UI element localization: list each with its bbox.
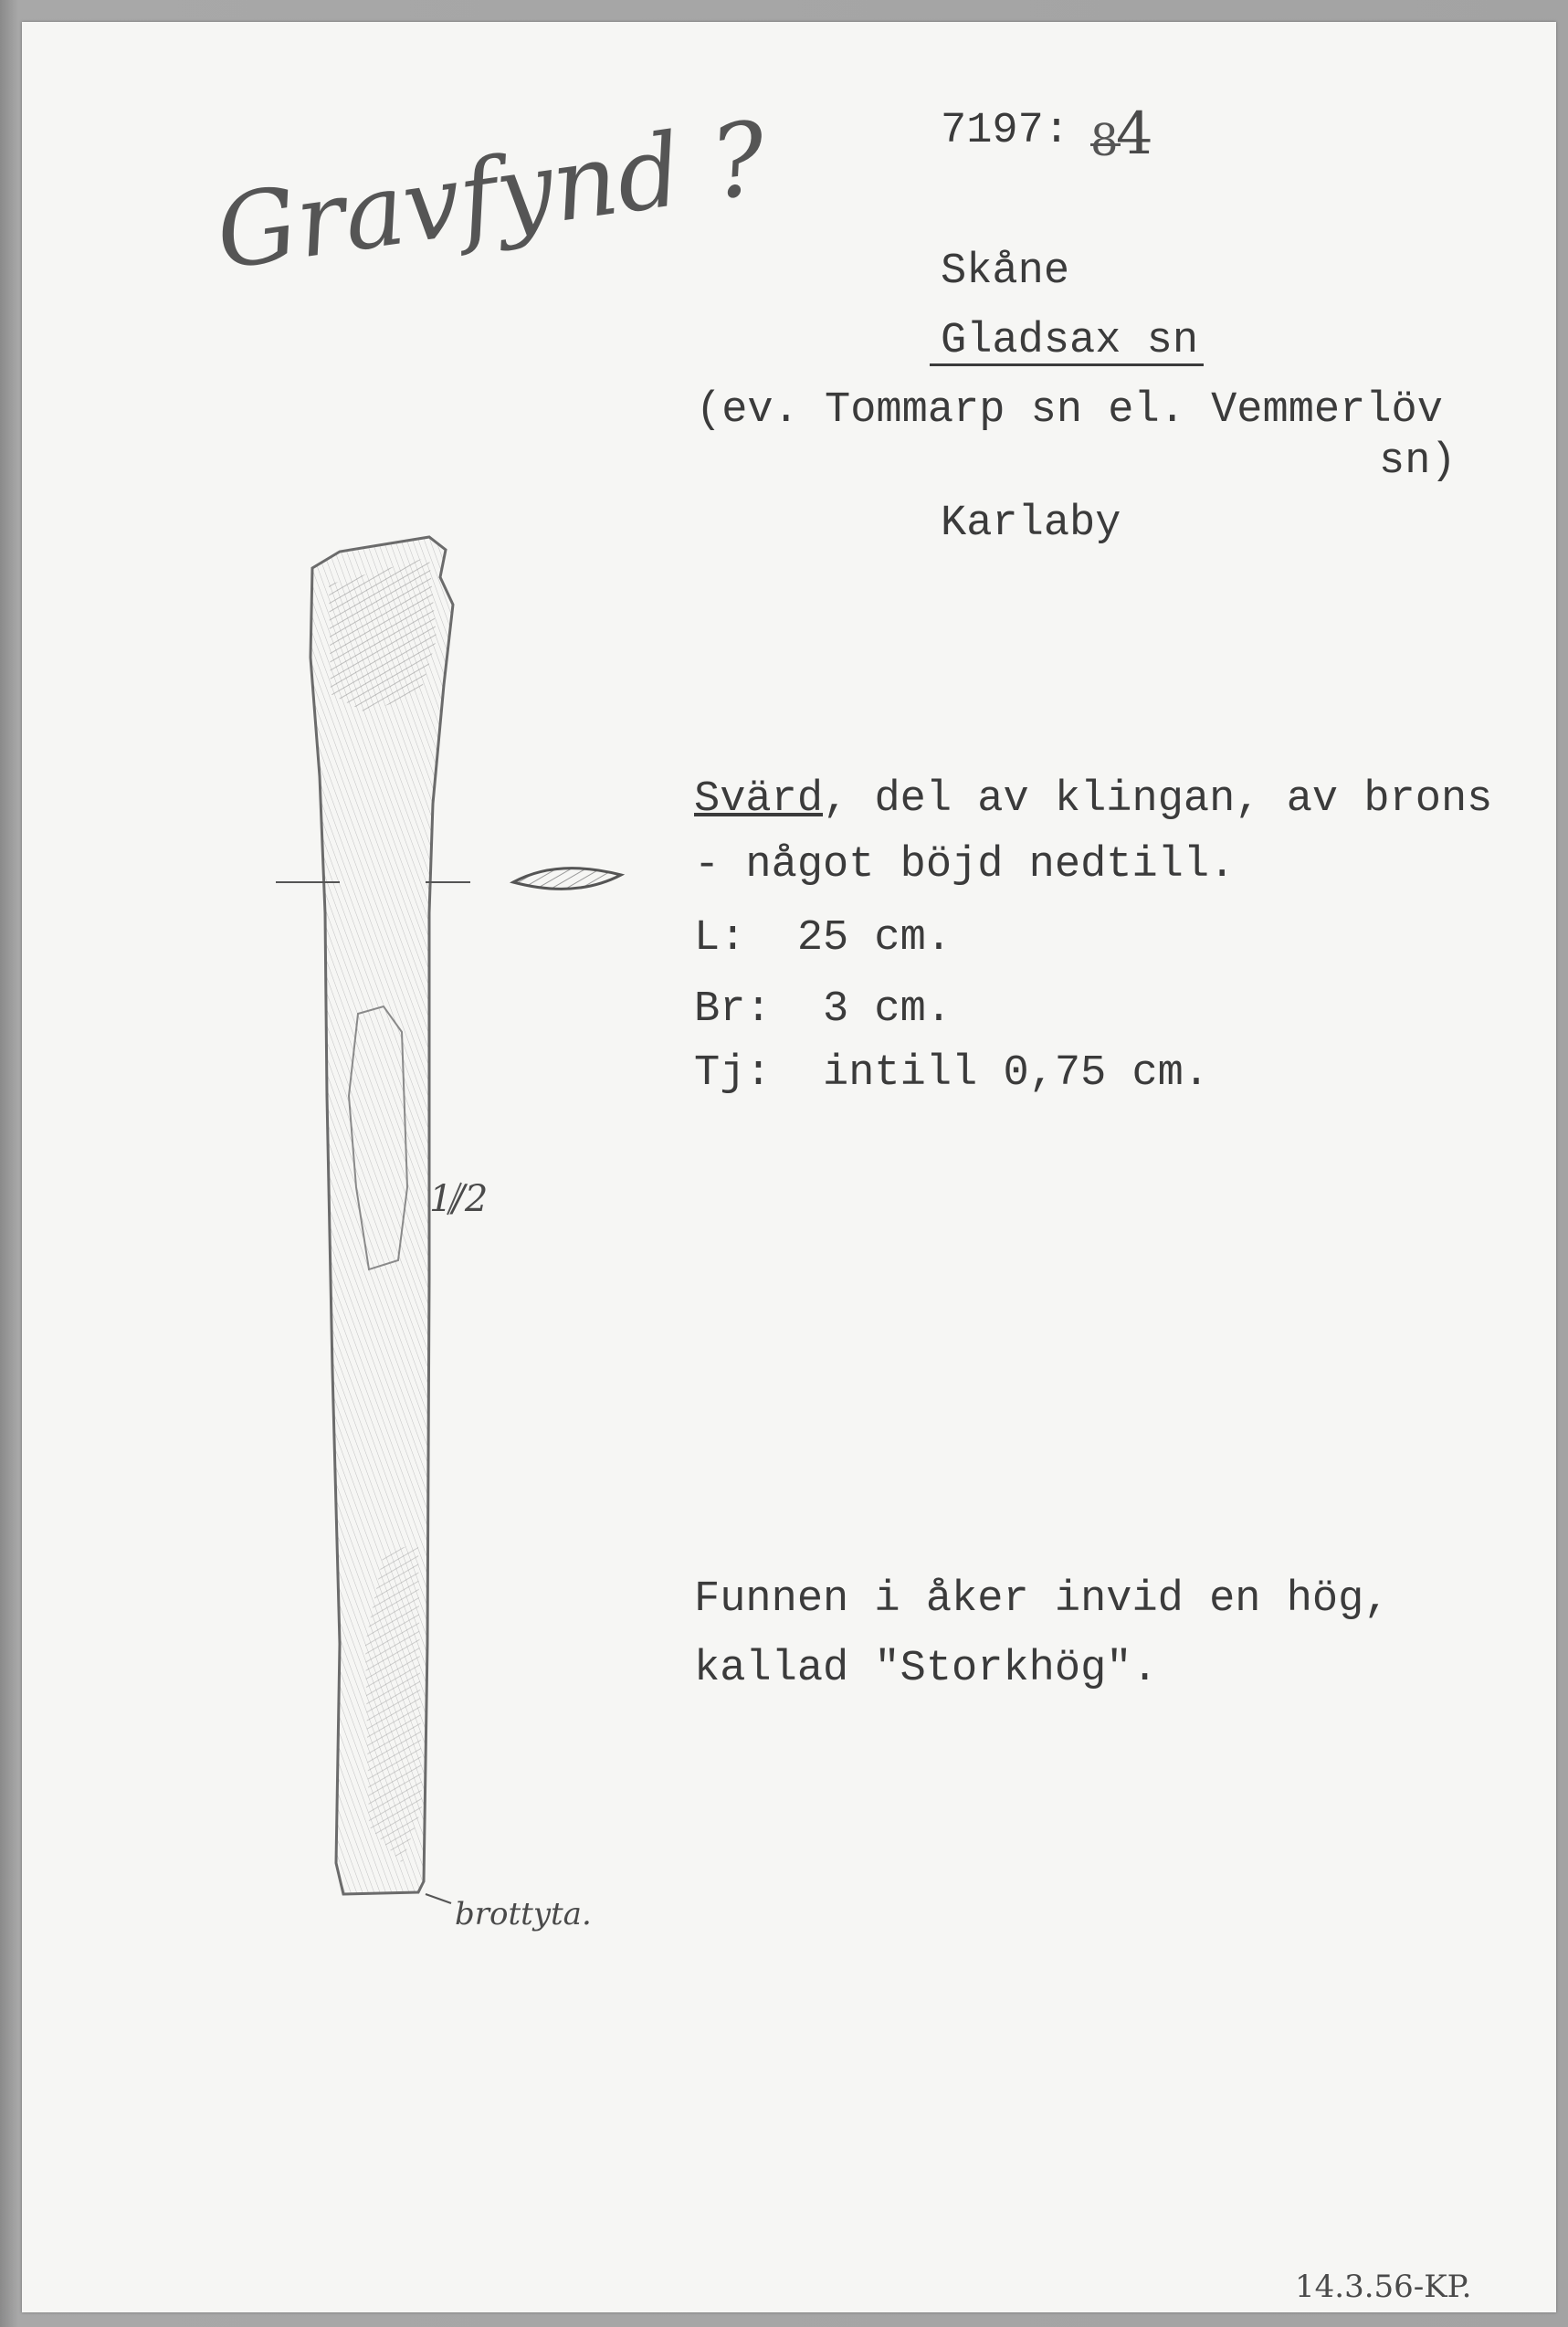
parish-alternative-1: (ev. Tommarp sn el. Vemmerlöv: [696, 386, 1443, 435]
scale-fraction: 1/2: [429, 1178, 489, 1220]
parish-underline: [930, 363, 1204, 366]
blade-shading: [329, 557, 437, 712]
site-name: Karlaby: [941, 500, 1121, 548]
length-measure: L: 25 cm.: [694, 914, 952, 963]
description-rest: , del av klingan, av brons: [823, 775, 1493, 824]
inventory-handwritten-digit: 4: [1116, 100, 1153, 168]
parish-alternative-2: sn): [1379, 437, 1457, 486]
parish: Gladsax sn: [941, 317, 1199, 365]
province: Skåne: [941, 247, 1070, 296]
annotation-gravfynd: Gravfynd ?: [209, 99, 774, 292]
description-line-2: - något böjd nedtill.: [694, 841, 1236, 890]
width-measure: Br: 3 cm.: [694, 985, 952, 1034]
find-context-line-2: kallad "Storkhög".: [694, 1645, 1158, 1693]
find-context-line-1: Funnen i åker invid en hög,: [694, 1575, 1390, 1624]
object-title: Svärd: [694, 775, 824, 824]
break-surface-label: brottyta.: [455, 1896, 592, 1932]
inventory-struck-digit: 8: [1090, 115, 1121, 166]
inventory-number: 7197:: [941, 107, 1070, 155]
thickness-measure: Tj: intill 0,75 cm.: [694, 1049, 1210, 1098]
date-signature: 14.3.56-KP.: [1295, 2269, 1472, 2305]
cross-section: [513, 869, 621, 890]
description-line-1: [694, 775, 1493, 824]
break-pointer: [426, 1894, 451, 1903]
